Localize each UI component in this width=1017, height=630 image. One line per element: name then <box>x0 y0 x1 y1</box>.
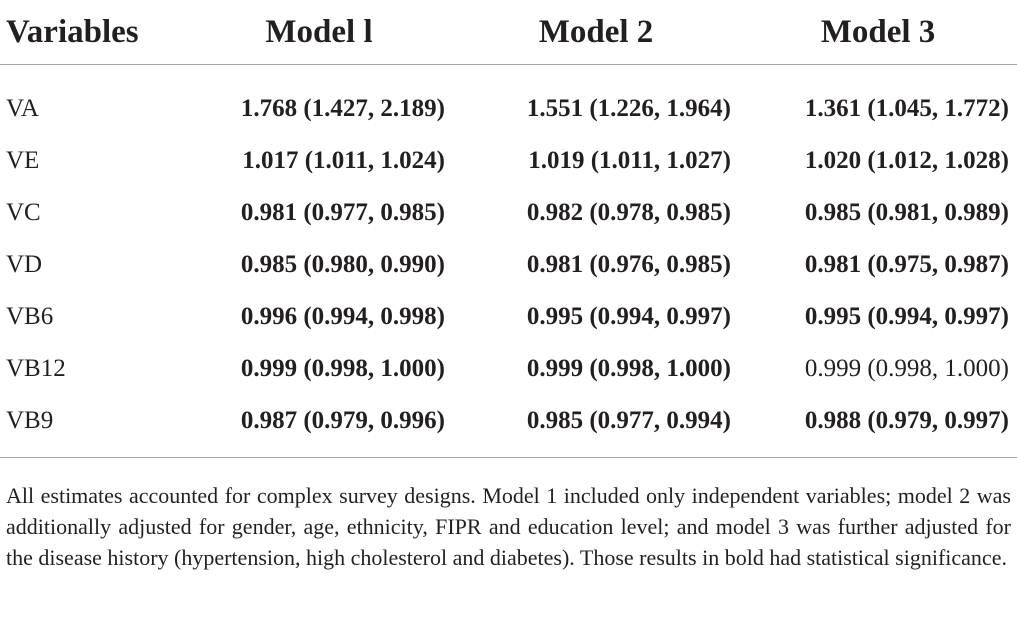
table-row <box>0 65 1017 136</box>
model2-cell: 0.999 (0.998, 1.000) <box>526 355 731 382</box>
model2-cell: 1.019 (1.011, 1.027) <box>528 147 731 174</box>
table-row <box>0 239 1017 291</box>
model3-cell: 0.985 (0.981, 0.989) <box>804 199 1009 226</box>
variable-cell: VA <box>6 95 39 122</box>
variable-cell: VD <box>6 251 43 278</box>
table-row <box>0 135 1017 187</box>
model3-cell: 0.999 (0.998, 1.000) <box>804 355 1009 382</box>
table-row <box>0 343 1017 395</box>
model1-cell: 0.985 (0.980, 0.990) <box>240 251 445 278</box>
model2-cell: 0.995 (0.994, 0.997) <box>526 303 731 330</box>
model1-cell: 1.768 (1.427, 2.189) <box>240 95 445 122</box>
model1-cell: 0.987 (0.979, 0.996) <box>185 395 453 458</box>
model2-cell: 0.982 (0.978, 0.985) <box>526 199 731 226</box>
table-footnote: All estimates accounted for complex survey designs. Model 1 included only independent variables; model 2 was additionally adjusted for gender, age, ethnicity, FIPR and education level; and model 3 was further adjusted for the disease history (hypertension, high cholesterol and diabetes). Those results in bold had statistical significance. <box>6 483 1011 570</box>
table-row <box>0 291 1017 343</box>
model3-cell: 0.981 (0.975, 0.987) <box>804 251 1009 278</box>
model2-cell: 0.985 (0.977, 0.994) <box>453 395 739 458</box>
header-model-3: Model 3 <box>739 0 1017 65</box>
table-body <box>0 65 1017 458</box>
table-header-row <box>0 0 1017 65</box>
model1-cell: 0.996 (0.994, 0.998) <box>240 303 445 330</box>
model2-cell: 1.551 (1.226, 1.964) <box>526 95 731 122</box>
table-row <box>0 187 1017 239</box>
model3-cell: 0.988 (0.979, 0.997) <box>739 395 1017 458</box>
table-row <box>0 395 1017 458</box>
variable-cell: VB9 <box>0 395 185 458</box>
model1-cell: 0.999 (0.998, 1.000) <box>240 355 445 382</box>
model3-cell: 1.020 (1.012, 1.028) <box>804 147 1009 174</box>
variable-cell: VE <box>6 147 40 174</box>
header-model-2: Model 2 <box>453 0 739 65</box>
variable-cell: VC <box>6 199 41 226</box>
variable-cell: VB12 <box>6 355 66 382</box>
model1-cell: 1.017 (1.011, 1.024) <box>242 147 445 174</box>
header-model-1: Model l <box>185 0 453 65</box>
model2-cell: 0.981 (0.976, 0.985) <box>526 251 731 278</box>
model3-cell: 1.361 (1.045, 1.772) <box>804 95 1009 122</box>
header-variables: Variables <box>0 0 185 65</box>
model1-cell: 0.981 (0.977, 0.985) <box>240 199 445 226</box>
model3-cell: 0.995 (0.994, 0.997) <box>804 303 1009 330</box>
variable-cell: VB6 <box>6 303 54 330</box>
